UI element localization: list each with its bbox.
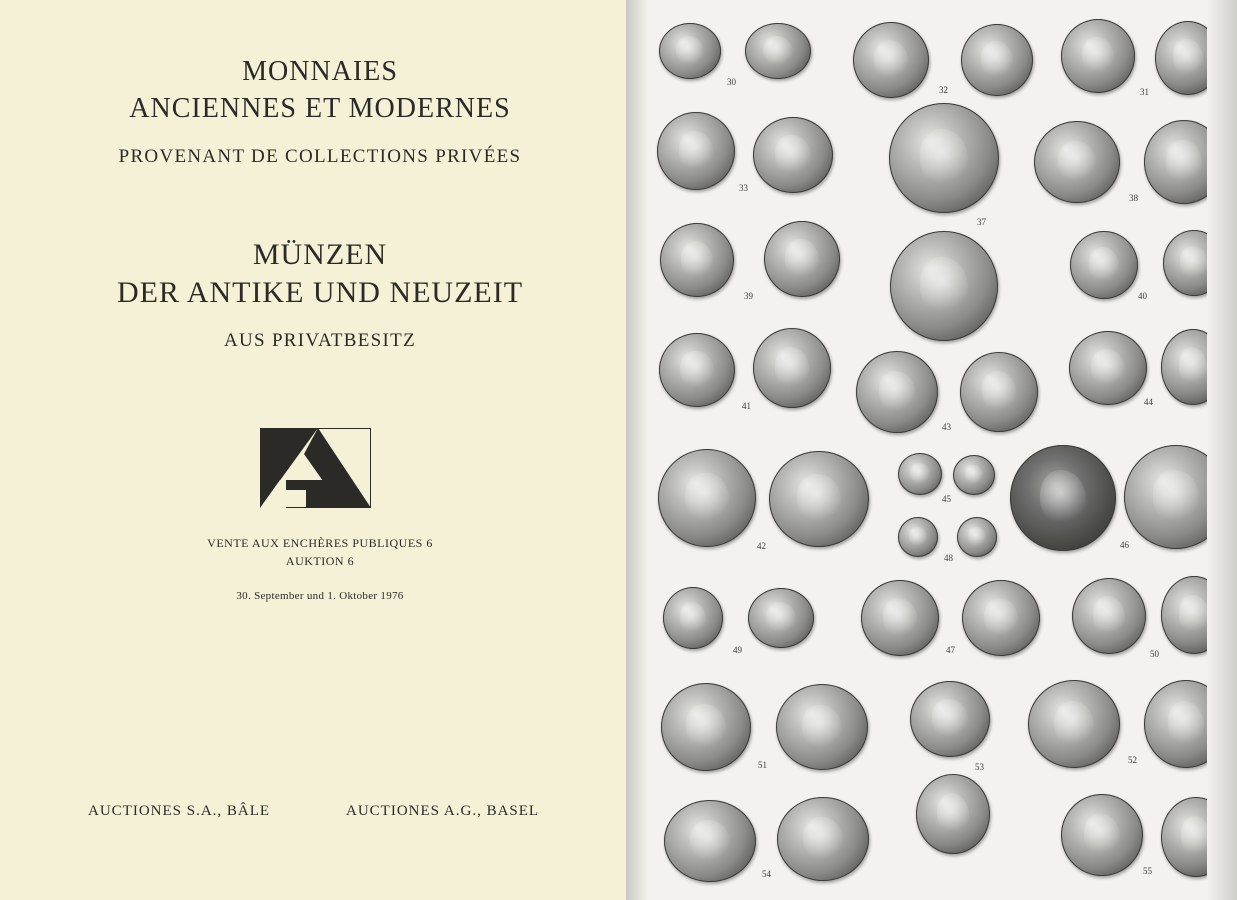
coin-image xyxy=(745,23,811,79)
coin-image xyxy=(861,580,939,656)
lot-number: 42 xyxy=(757,541,766,551)
coin-image xyxy=(764,221,840,297)
coin-image xyxy=(953,455,995,495)
lot-number: 44 xyxy=(1144,397,1153,407)
lot-number: 48 xyxy=(944,553,953,563)
coin-image xyxy=(916,774,990,854)
sale-title-french: VENTE AUX ENCHÈRES PUBLIQUES 6 xyxy=(207,536,433,550)
coin-image xyxy=(658,449,756,547)
coin-image xyxy=(910,681,990,757)
lot-number: 54 xyxy=(762,869,771,879)
coin-image xyxy=(962,580,1040,656)
coin-image xyxy=(856,351,938,433)
lot-number: 39 xyxy=(744,291,753,301)
coin-image xyxy=(1061,794,1143,876)
lot-number: 52 xyxy=(1128,755,1137,765)
title-french-line-2: ANCIENNES ET MODERNES xyxy=(129,93,511,124)
coin-image xyxy=(660,223,734,297)
lot-number: 38 xyxy=(1129,193,1138,203)
title-french-line-1: MONNAIES xyxy=(242,56,398,87)
sale-title-german: AUKTION 6 xyxy=(285,554,355,568)
coin-image xyxy=(659,333,735,407)
sale-dates: 30. September und 1. Oktober 1976 xyxy=(236,590,404,602)
coin-image xyxy=(961,24,1033,96)
coin-image xyxy=(889,103,999,213)
lot-number: 46 xyxy=(1120,540,1129,550)
coin-image xyxy=(659,23,721,79)
coin-image xyxy=(769,451,869,547)
coin-image xyxy=(1072,578,1146,654)
coin-image xyxy=(960,352,1038,432)
lot-number: 53 xyxy=(975,762,984,772)
page-fold xyxy=(626,0,648,900)
lot-number: 51 xyxy=(758,760,767,770)
subtitle-french: PROVENANT DE COLLECTIONS PRIVÉES xyxy=(118,146,522,167)
coin-image xyxy=(777,797,869,881)
publisher-german: AUCTIONES A.G., BASEL xyxy=(346,803,540,819)
coin-image xyxy=(748,588,814,648)
coin-image xyxy=(664,800,756,882)
coin-image xyxy=(1070,231,1138,299)
lot-number: 37 xyxy=(977,217,986,227)
coin-image xyxy=(753,328,831,408)
lot-number: 55 xyxy=(1143,866,1152,876)
lot-number: 50 xyxy=(1150,649,1159,659)
coin-plate xyxy=(626,0,1237,900)
lot-number: 45 xyxy=(942,494,951,504)
lot-number: 31 xyxy=(1140,87,1149,97)
coin-image xyxy=(657,112,735,190)
coin-image xyxy=(957,517,997,557)
coin-image xyxy=(1069,331,1147,405)
lot-number: 47 xyxy=(946,645,955,655)
lot-number: 32 xyxy=(939,85,948,95)
lot-number: 33 xyxy=(739,183,748,193)
lot-number: 43 xyxy=(942,422,951,432)
lot-number: 40 xyxy=(1138,291,1147,301)
subtitle-german: AUS PRIVATBESITZ xyxy=(223,330,416,351)
coin-image xyxy=(898,517,938,557)
publisher-french: AUCTIONES S.A., BÂLE xyxy=(88,803,271,819)
coin-image xyxy=(853,22,929,98)
lot-number: 41 xyxy=(742,401,751,411)
coin-image xyxy=(1028,680,1120,768)
coin-image xyxy=(661,683,751,771)
coin-image xyxy=(898,453,942,495)
title-german-line-2: DER ANTIKE UND NEUZEIT xyxy=(116,276,524,309)
auctiones-logo-icon xyxy=(260,428,371,508)
coin-image xyxy=(1061,19,1135,93)
title-german-line-1: MÜNZEN xyxy=(252,238,388,271)
lot-number: 30 xyxy=(727,77,736,87)
coin-image xyxy=(753,117,833,193)
coin-image xyxy=(1010,445,1116,551)
coin-image xyxy=(1034,121,1120,203)
coin-image xyxy=(890,231,998,341)
coin-image xyxy=(663,587,723,649)
lot-number: 49 xyxy=(733,645,742,655)
page-edge-shadow xyxy=(1207,0,1237,900)
coin-image xyxy=(776,684,868,770)
